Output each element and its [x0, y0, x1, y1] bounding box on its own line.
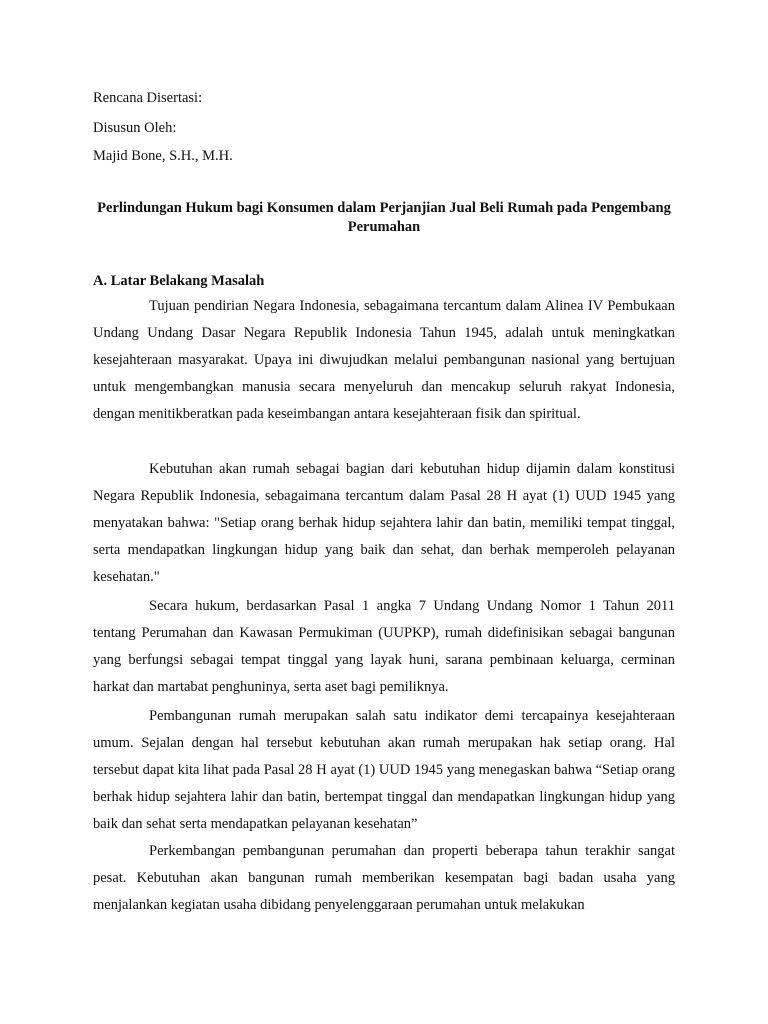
paragraph-2: Kebutuhan akan rumah sebagai bagian dari kebutuhan hidup dijamin dalam konstitusi Negara Republik Indonesia, sebagaimana tercantum dalam Pasal 28 H ayat (1) UUD 1945 yang menyatakan bahwa: "Setiap orang berhak hidup sejahtera lahir dan batin, memiliki tempat tinggal, serta mendapatkan lingkungan hidup yang baik dan sehat, dan berhak memperoleh pelayanan kesehatan.": [93, 461, 675, 585]
section-heading: A. Latar Belakang Masalah: [93, 273, 265, 289]
author-label: Disusun Oleh:: [93, 120, 177, 136]
paragraph-5: Perkembangan pembangunan perumahan dan properti beberapa tahun terakhir sangat pesat. Kebutuhan akan bangunan rumah memberikan kesempatan bagi badan usaha yang menjalankan kegiatan usaha dibidang penyelenggaraan perumahan untuk melakukan: [93, 843, 675, 913]
paragraph-3: Secara hukum, berdasarkan Pasal 1 angka 7 Undang Undang Nomor 1 Tahun 2011 tentang Perumahan dan Kawasan Permukiman (UUPKP), rumah didefinisikan sebagai bangunan yang berfungsi sebagai tempat tinggal yang layak huni, sarana pembinaan keluarga, cerminan harkat dan martabat penghuninya, serta aset bagi pemiliknya.: [93, 598, 675, 695]
paragraph-4: Pembangunan rumah merupakan salah satu indikator demi tercapainya kesejahteraan umum. Sejalan dengan hal tersebut kebutuhan akan rumah merupakan hak setiap orang. Hal tersebut dapat kita lihat pada Pasal 28 H ayat (1) UUD 1945 yang menegaskan bahwa “Setiap orang berhak hidup sejahtera lahir dan batin, bertempat tinggal dan mendapatkan lingkungan hidup yang baik dan sehat serta mendapatkan pelayanan kesehatan”: [93, 708, 675, 832]
document-title: Perlindungan Hukum bagi Konsumen dalam Perjanjian Jual Beli Rumah pada Pengembang Perumahan: [97, 200, 671, 235]
paragraph-1: Tujuan pendirian Negara Indonesia, sebagaimana tercantum dalam Alinea IV Pembukaan Undang Undang Dasar Negara Republik Indonesia Tahun 1945, adalah untuk meningkatkan kesejahteraan masyarakat. Upaya ini diwujudkan melalui pembangunan nasional yang bertujuan untuk mengembangkan manusia secara menyeluruh dan mencakup seluruh rakyat Indonesia, dengan menitikberatkan pada keseimbangan antara kesejahteraan fisik dan spiritual.: [93, 298, 675, 422]
plan-label: Rencana Disertasi:: [93, 90, 203, 106]
author-name: Majid Bone, S.H., M.H.: [93, 148, 233, 164]
